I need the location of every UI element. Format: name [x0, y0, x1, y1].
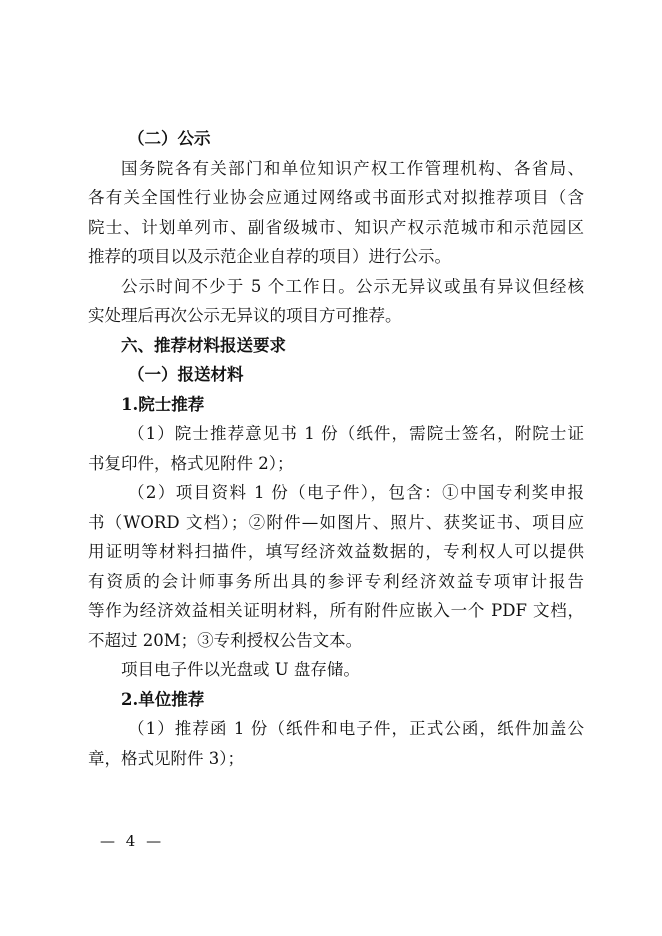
section-heading: 2.单位推荐 — [121, 689, 205, 709]
paragraph-line: 院士、计划单列市、副省级城市、知识产权示范城市和示范园区 — [88, 217, 584, 237]
paragraph-line: 国务院各有关部门和单位知识产权工作管理机构、各省局、 — [121, 158, 584, 178]
paragraph-line: （2）项目资料 1 份（电子件），包含：①中国专利奖申报 — [128, 483, 584, 502]
paragraph-line: 等作为经济效益相关证明材料，所有附件应嵌入一个 PDF 文档， — [88, 601, 584, 620]
paragraph-line: 项目电子件以光盘或 U 盘存储。 — [121, 660, 360, 679]
paragraph-line: 不超过 20M；③专利授权公告文本。 — [88, 630, 363, 650]
paragraph-line: 有资质的会计师事务所出具的参评专利经济效益专项审计报告 — [88, 571, 584, 591]
paragraph-line: 书（WORD 文档）；②附件—如图片、照片、获奖证书、项目应 — [88, 512, 584, 532]
paragraph-line: 书复印件，格式见附件 2）； — [88, 453, 294, 473]
paragraph-line: （1）院士推荐意见书 1 份（纸件，需院士签名，附院士证 — [128, 424, 584, 443]
page-number: — 4 — — [100, 832, 165, 850]
paragraph-line: 公示时间不少于 5 个工作日。公示无异议或虽有异议但经核 — [121, 276, 584, 296]
section-heading: 六、推荐材料报送要求 — [121, 335, 286, 355]
paragraph-line: 用证明等材料扫描件，填写经济效益数据的，专利权人可以提供 — [88, 542, 584, 561]
document-body — [88, 124, 584, 773]
paragraph-line: 章，格式见附件 3）； — [88, 748, 244, 768]
section-heading: 1.院士推荐 — [121, 394, 205, 414]
paragraph-line: 各有关全国性行业协会应通过网络或书面形式对拟推荐项目（含 — [88, 188, 584, 207]
section-heading: （一）报送材料 — [128, 365, 244, 384]
section-heading: （二）公示 — [128, 129, 211, 148]
paragraph-line: 推荐的项目以及示范企业自荐的项目）进行公示。 — [88, 247, 451, 266]
paragraph-line: 实处理后再次公示无异议的项目方可推荐。 — [88, 306, 402, 325]
paragraph-line: （1）推荐函 1 份（纸件和电子件，正式公函，纸件加盖公 — [128, 719, 584, 738]
